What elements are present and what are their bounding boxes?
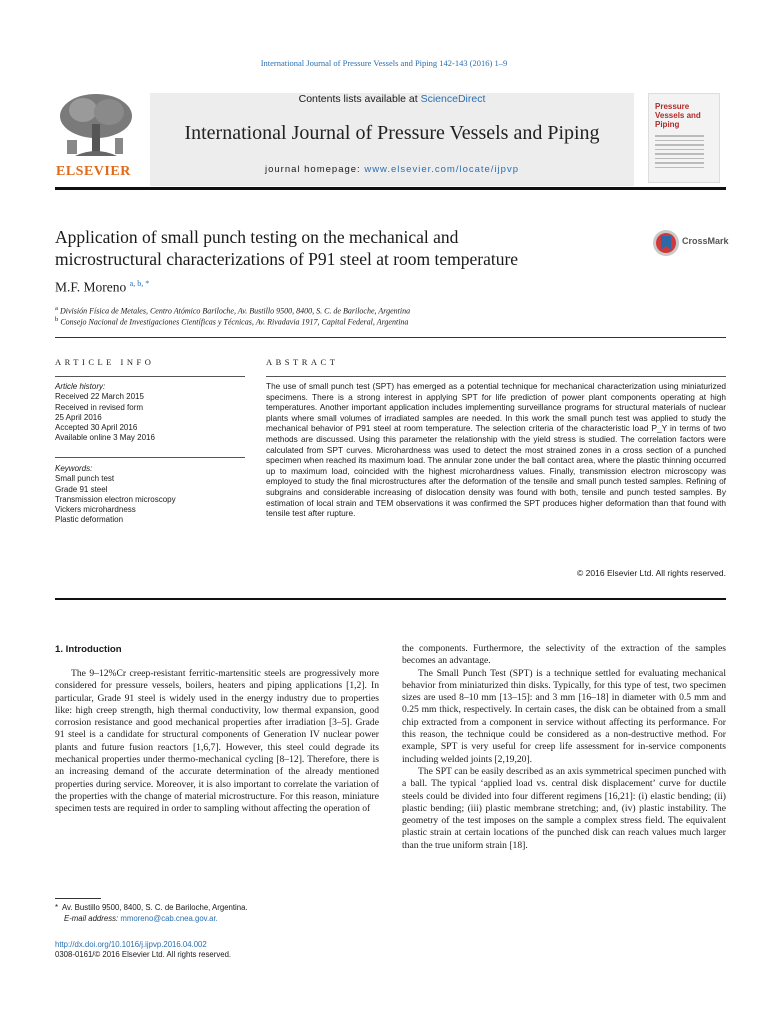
elsevier-wordmark: ELSEVIER (56, 164, 131, 179)
history-label: Article history: (55, 382, 106, 391)
keyword: Grade 91 steel (55, 484, 108, 494)
issn-copyright: 0308-0161/© 2016 Elsevier Ltd. All rights reserved. (55, 950, 232, 959)
keywords (55, 464, 245, 526)
homepage-link[interactable]: www.elsevier.com/locate/ijpvp (364, 164, 519, 175)
crossmark-icon[interactable] (652, 228, 680, 263)
footnote-address (55, 903, 248, 912)
sciencedirect-link[interactable]: ScienceDirect (420, 93, 486, 105)
affiliation-a (55, 305, 410, 316)
author-line (55, 279, 149, 296)
abstract-copyright: © 2016 Elsevier Ltd. All rights reserved. (577, 568, 726, 578)
cover-title: Pressure Vessels and Piping (655, 102, 701, 129)
footnote-rule (55, 898, 101, 899)
keyword: Small punch test (55, 474, 115, 484)
journal-cover-thumbnail[interactable] (648, 93, 720, 183)
section-heading-introduction: 1. Introduction (55, 644, 122, 655)
body-paragraph: The 9–12%Cr creep-resistant ferritic-martensitic steels are progressively more considered for pressure vessels, boilers, heaters and piping applications [1,2]. In particular, Grade 91 steel is widely used in the energy industry due to properties like: high creep strength, high thermal conductivity, low thermal expansion, good corrosion resistance and good mechanical properties after irradiation [3–5]. Grade 91 steel is a candidate for structural components of Generation IV nuclear power plants and future fusion reactors [1,6,7]. However, this steel could degrade its mechanical properties under thermo-mechanical cycling [8–12]. Therefore, there is an increasing demand of the accurate determination of the already mentioned properties during service. Moreover, it is also important to correlate the variation of the properties with the change of material microstructure. For this reason, miniature specimen tests are required in order to sampling without affecting the operation of (55, 668, 379, 815)
doi-link[interactable]: http://dx.doi.org/10.1016/j.ijpvp.2016.04.002 (55, 940, 207, 949)
history-item: 25 April 2016 (55, 412, 102, 422)
keyword: Vickers microhardness (55, 505, 136, 515)
article-info-heading: ARTICLE INFO (55, 357, 155, 367)
affiliation-text: División Física de Metales, Centro Atómico Bariloche, Av. Bustillo 9500, 8400, S. C. de Bariloche, Argentina (59, 306, 411, 316)
footnote-mark: * (55, 903, 59, 912)
homepage-prefix: journal homepage: (264, 164, 365, 175)
affiliation-b (55, 316, 408, 327)
article-info-rule (55, 376, 245, 377)
abstract-rule (266, 376, 726, 377)
header-rule (55, 187, 726, 190)
journal-title: International Journal of Pressure Vessels and Piping (184, 122, 600, 144)
section-rule (55, 337, 726, 338)
article-history (55, 382, 245, 444)
body-right-column (402, 643, 726, 852)
abstract-heading: ABSTRACT (266, 357, 339, 367)
crossmark-label[interactable]: CrossMark (682, 236, 729, 246)
body-paragraph: the components. Furthermore, the selectivity of the extraction of the samples becomes an advantage. (402, 643, 726, 667)
cover-contents-lines (649, 129, 719, 174)
article-title-line2: microstructural characterizations of P91 steel at room temperature (55, 249, 519, 269)
journal-homepage (150, 164, 634, 175)
article-title-line1: Application of small punch testing on the mechanical and (55, 227, 459, 247)
footnote-email (64, 914, 218, 923)
keyword: Plastic deformation (55, 515, 124, 525)
keywords-label: Keywords: (55, 464, 93, 473)
abstract-text: The use of small punch test (SPT) has emerged as a potential technique for mechanical characterization using miniaturized specimens. There is a strong interest in applying SPT for life prediction of power plant components operating at high temperatures. Another important application includes implementing surveillance programs for structural materials of nuclear plants where small volumes of irradiated samples are needed. In this work the small punch test was applied to study the mechanical behavior of P91 steel at room temperature. The selection criteria of the characteristic load P_Y in terms of two methods are discussed. Using this parameter the relationship with the yield stress is studied. The correlation factors were calculated from SPT curves. Microhardness was used to detect the most strained zones in a cross section of a punched specimen when reached its maximum load. The annular zone under the ball contact area, where the plastic thinning occurred up to maximum load, coincided with the highest microhardness values. Finally, transmission electron microscopy was employed to study the final microstructures after the deformation of the tensile and small punch tested samples. Refining of subgrains and considerable increasing of dislocation density was found with both, tensile and punch tested samples. By estimation of local strain and TEM observations it was confirmed the SPT produces higher deformation than that found with tensile test after rupture. (266, 381, 726, 519)
article-title (55, 226, 635, 270)
body-paragraph: The SPT can be easily described as an axis symmetrical specimen punched with a ball. The typical ‘applied load vs. central disk displacement’ curve for ductile steels could be divided into four different regimens [16,21]: (i) elastic bending; (ii) plastic bending; (iii) plastic membrane stretching; and, (iv) plastic instability. The geometry of the test imposes on the sample a complex stress field. The equivalent plastic strain at certain locations of the punched disk can reach values much larger than the true uniform strain [18]. (402, 765, 726, 851)
author-marks[interactable]: a, b, * (129, 279, 150, 288)
history-item: Accepted 30 April 2016 (55, 423, 138, 433)
body-paragraph: The Small Punch Test (SPT) is a technique settled for evaluating mechanical behavior from miniaturized thin disks. Typically, for this type of test, two specimen sizes are used 8–10 mm [13–15]: and 3 mm [16–18] in diameter with 0.5 mm and 0.25 mm thick, respectively. In certain cases, the disk can be obtained from a small chip extracted from a component in service without affecting its performance. For this reason, the technique could be considered as a non-destructive method. For example, SPT is very useful for creep life assessment for in-service components including welded joints [2,19,20]. (402, 667, 726, 765)
affiliation-mark: a (55, 305, 58, 312)
journal-citation[interactable]: International Journal of Pressure Vessels and Piping 142-143 (2016) 1–9 (260, 58, 508, 68)
author-name: M.F. Moreno (55, 279, 127, 295)
email-link[interactable]: mmoreno@cab.cnea.gov.ar. (120, 914, 218, 923)
history-item: Received in revised form (55, 402, 144, 412)
history-item: Available online 3 May 2016 (55, 433, 155, 443)
history-item: Received 22 March 2015 (55, 392, 144, 402)
keyword: Transmission electron microscopy (55, 494, 176, 504)
body-left-column (55, 668, 379, 816)
contents-prefix: Contents lists available at (298, 93, 421, 105)
abstract-bottom-rule (55, 598, 726, 600)
keywords-rule (55, 457, 245, 458)
affiliation-mark: b (55, 316, 59, 323)
email-label: E-mail address: (64, 914, 119, 923)
affiliation-text: Consejo Nacional de Investigaciones Científicas y Técnicas, Av. Rivadavia 1917, Capital Federal, Argentina (60, 317, 409, 327)
contents-line (150, 93, 634, 105)
footnote-address-text: Av. Bustillo 9500, 8400, S. C. de Bariloche, Argentina. (61, 903, 248, 912)
